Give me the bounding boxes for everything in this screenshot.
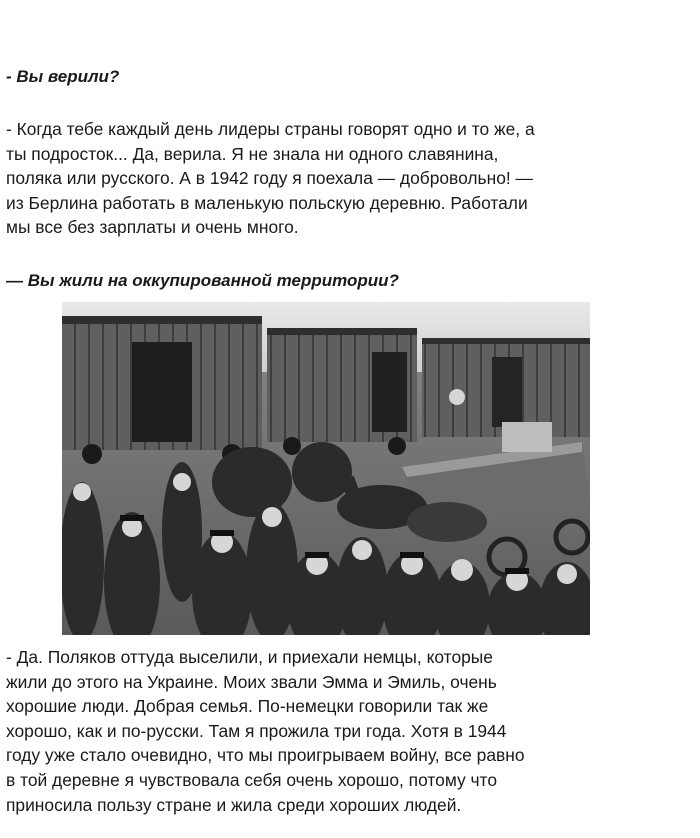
text-line: - Да. Поляков оттуда выселили, и приехали немцы, которые (6, 647, 493, 667)
answer-paragraph (6, 645, 696, 817)
photo-illustration (62, 302, 590, 635)
text-line: приносила пользу стране и жила среди хороших людей. (6, 794, 462, 815)
text-line: ты подросток... Да, верила. Я не знала ни одного славянина, (6, 143, 499, 164)
text-line: хорошие люди. Добрая семья. По-немецки говорили так же (6, 696, 489, 717)
text-line: - Когда тебе каждый день лидеры страны говорят одно и то же, а (6, 119, 535, 139)
freight-car (267, 328, 417, 442)
text-line: из Берлина работать в маленькую польскую деревню. Работали (6, 192, 528, 213)
freight-car (62, 316, 262, 450)
text-line: поляка или русского. А в 1942 году я поехала — добровольно! — (6, 168, 533, 189)
text-line: жили до этого на Украине. Моих звали Эмма и Эмиль, очень (6, 671, 497, 692)
text-line: мы все без зарплаты и очень много. (6, 217, 299, 238)
text-line: году уже стало очевидно, что мы проигрываем войну, все равно (6, 745, 525, 766)
question-heading: — Вы жили на оккупированной территории? (6, 271, 399, 290)
question-heading: - Вы верили? (6, 67, 120, 86)
text-line: в той деревне я чувствовала себя очень хорошо, потому что (6, 769, 498, 790)
text-line: хорошо, как и по-русски. Там я прожила три года. Хотя в 1944 (6, 720, 507, 741)
answer-paragraph (6, 117, 696, 240)
historical-photo (62, 302, 590, 635)
